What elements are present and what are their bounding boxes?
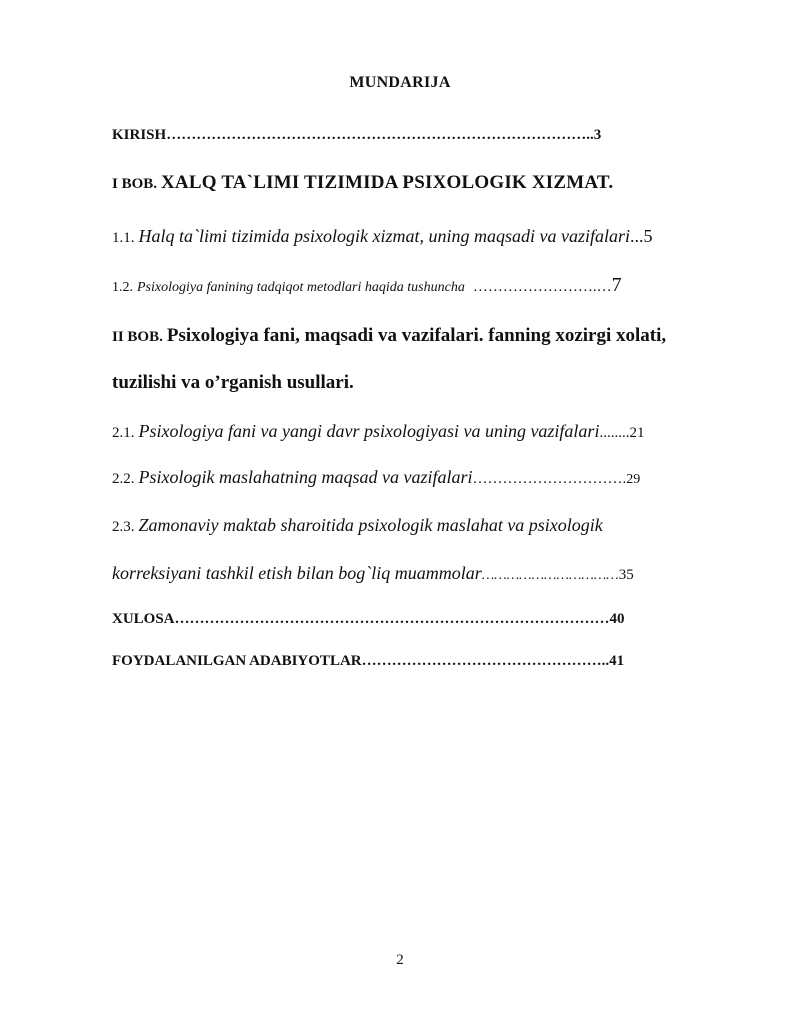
entry-page: .41 — [605, 653, 625, 669]
leader-dots: …………………………… — [481, 568, 619, 583]
toc-entry-kirish — [112, 127, 601, 144]
entry-page: 7 — [611, 274, 622, 296]
leader-dots: …………………………………………………………………………… — [174, 611, 610, 627]
entry-page: 5 — [643, 226, 653, 246]
entry-page: .3 — [589, 127, 602, 143]
leader-dots: ........ — [599, 425, 630, 441]
chapter-prefix: II BOB. — [112, 329, 163, 345]
toc-title: MUNDARIJA — [349, 74, 451, 91]
toc-chapter-1 — [112, 172, 613, 194]
section-title: Psixologik maslahatning maqsad va vazifalari — [138, 467, 473, 487]
leader-dots: …………………………. — [472, 471, 627, 487]
leader-dots: …………………………………………. — [361, 653, 606, 669]
section-number: 2.1. — [112, 425, 135, 441]
chapter-title: Psixologiya fani, maqsadi va vazifalari. fanning xozirgi xolati, — [166, 325, 667, 346]
section-number: 1.1. — [112, 230, 135, 246]
chapter-title-continued: tuzilishi va o’rganish usullari. — [112, 372, 354, 393]
entry-page: 35 — [618, 567, 634, 583]
toc-chapter-2 — [112, 325, 666, 347]
section-number: 1.2. — [112, 280, 133, 295]
section-title: Psixologiya fani va yangi davr psixologiyasi va uning vazifalari — [138, 421, 600, 441]
leader-dots: …………………………………………………………………………. — [166, 127, 590, 143]
entry-label: KIRISH — [112, 127, 167, 143]
entry-label: FOYDALANILGAN ADABIYOTLAR — [112, 653, 362, 669]
section-title-continued: korreksiyani tashkil etish bilan bog`liq muammolar — [112, 563, 482, 583]
chapter-title: XALQ TA`LIMI TIZIMIDA PSIXOLOGIK XIZMAT. — [161, 172, 614, 193]
section-number: 2.3. — [112, 519, 135, 535]
chapter-prefix: I BOB. — [112, 176, 158, 192]
page-number: 2 — [396, 952, 404, 968]
toc-entry-adabiyotlar — [112, 653, 624, 670]
toc-entry-1-2 — [112, 274, 622, 297]
entry-label: XULOSA — [112, 611, 175, 627]
entry-page: 21 — [629, 425, 645, 441]
section-number: 2.2. — [112, 471, 135, 487]
section-title: Zamonaviy maktab sharoitida psixologik maslahat va psixologik — [138, 515, 603, 535]
toc-entry-2-3 — [112, 515, 603, 536]
entry-page: 40 — [609, 611, 625, 627]
section-title: Psixologiya fanining tadqiqot metodlari haqida tushuncha — [137, 280, 465, 295]
leader-dots: …………………….… — [472, 279, 612, 295]
toc-entry-1-1 — [112, 226, 652, 247]
toc-entry-2-3-continued — [112, 563, 634, 584]
toc-entry-2-2 — [112, 467, 640, 488]
leader-dots: ... — [629, 226, 644, 246]
toc-entry-2-1 — [112, 421, 644, 442]
section-title: Halq ta`limi tizimida psixologik xizmat, uning maqsadi va vazifalari — [138, 226, 630, 246]
toc-entry-xulosa — [112, 611, 625, 628]
entry-page: 29 — [626, 472, 641, 487]
